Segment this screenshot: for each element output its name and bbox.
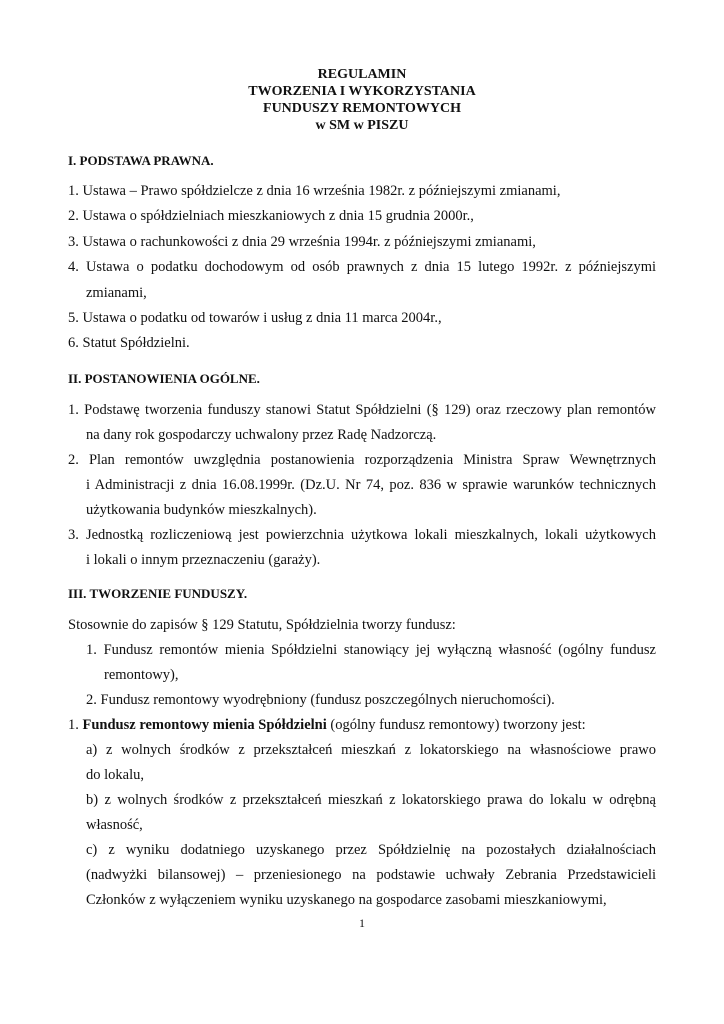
paragraph-1-rest: (ogólny fundusz remontowy) tworzony jest: — [326, 717, 586, 733]
fund-type-2: 2. Fundusz remontowy wyodrębniony (fundusz poszczególnych nieruchomości). — [86, 692, 555, 708]
legal-basis-item-6: 6. Statut Spółdzielni. — [68, 335, 190, 351]
general-provision-2-cont2: użytkowania budynków mieszkalnych). — [86, 502, 317, 518]
general-provision-1: 1. Podstawę tworzenia funduszy stanowi Statut Spółdzielni (§ 129) oraz rzeczowy plan remontów — [68, 402, 656, 418]
title-line-2: TWORZENIA I WYKORZYSTANIA — [248, 84, 476, 99]
paragraph-1 — [68, 717, 586, 734]
paragraph-1-bold: Fundusz remontowy mienia Spółdzielni — [82, 717, 327, 733]
general-provision-1-cont: na dany rok gospodarczy uchwalony przez Radę Nadzorczą. — [86, 427, 437, 443]
title-line-1: REGULAMIN — [317, 67, 407, 82]
source-b-cont: własność, — [86, 817, 143, 833]
page-number: 1 — [359, 916, 365, 930]
general-provision-3: 3. Jednostką rozliczeniową jest powierzchnia użytkowa lokali mieszkalnych, lokali użytkowych — [68, 527, 656, 543]
fund-type-1: 1. Fundusz remontów mienia Spółdzielni stanowiący jej wyłączną własność (ogólny fundusz — [86, 642, 656, 658]
general-provision-2: 2. Plan remontów uwzględnia postanowienia rozporządzenia Ministra Spraw Wewnętrznych — [68, 452, 656, 468]
legal-basis-item-3: 3. Ustawa o rachunkowości z dnia 29 września 1994r. z późniejszymi zmianami, — [68, 234, 536, 250]
title-line-3: FUNDUSZY REMONTOWYCH — [263, 101, 461, 116]
title-line-4: w SM w PISZU — [315, 118, 409, 133]
legal-basis-item-1: 1. Ustawa – Prawo spółdzielcze z dnia 16 września 1982r. z późniejszymi zmianami, — [68, 183, 561, 199]
section-1-heading: I. PODSTAWA PRAWNA. — [68, 153, 214, 168]
source-a: a) z wolnych środków z przekształceń mieszkań z lokatorskiego na własnościowe prawo — [86, 742, 656, 758]
legal-basis-item-5: 5. Ustawa o podatku od towarów i usług z dnia 11 marca 2004r., — [68, 310, 442, 326]
source-c-cont: (nadwyżki bilansowej) – przeniesionego na podstawie uchwały Zebrania Przedstawicieli — [86, 867, 656, 883]
source-b: b) z wolnych środków z przekształceń mieszkań z lokatorskiego prawa do lokalu w odrębną — [86, 792, 656, 808]
section-3-heading: III. TWORZENIE FUNDUSZY. — [68, 586, 248, 601]
source-a-cont: do lokalu, — [86, 767, 144, 783]
source-c: c) z wyniku dodatniego uzyskanego przez Spółdzielnię na pozostałych działalnościach — [86, 842, 656, 858]
legal-basis-item-2: 2. Ustawa o spółdzielniach mieszkaniowych z dnia 15 grudnia 2000r., — [68, 208, 474, 224]
fund-type-1-cont: remontowy), — [104, 667, 179, 683]
section-3-intro: Stosownie do zapisów § 129 Statutu, Spółdzielnia tworzy fundusz: — [68, 617, 456, 633]
source-c-cont2: Członków z wyłączeniem wyniku uzyskanego na gospodarce zasobami mieszkaniowymi, — [86, 892, 607, 908]
document-title — [0, 66, 724, 134]
general-provision-2-cont: i Administracji z dnia 16.08.1999r. (Dz.U. Nr 74, poz. 836 w sprawie warunków technicznych — [86, 477, 656, 493]
general-provision-3-cont: i lokali o innym przeznaczeniu (garaży). — [86, 552, 321, 568]
legal-basis-item-4: 4. Ustawa o podatku dochodowym od osób prawnych z dnia 15 lutego 1992r. z późniejszymi — [68, 259, 656, 275]
legal-basis-item-4-cont: zmianami, — [86, 285, 147, 301]
paragraph-1-number: 1. — [68, 717, 79, 733]
section-2-heading: II. POSTANOWIENIA OGÓLNE. — [68, 371, 260, 386]
